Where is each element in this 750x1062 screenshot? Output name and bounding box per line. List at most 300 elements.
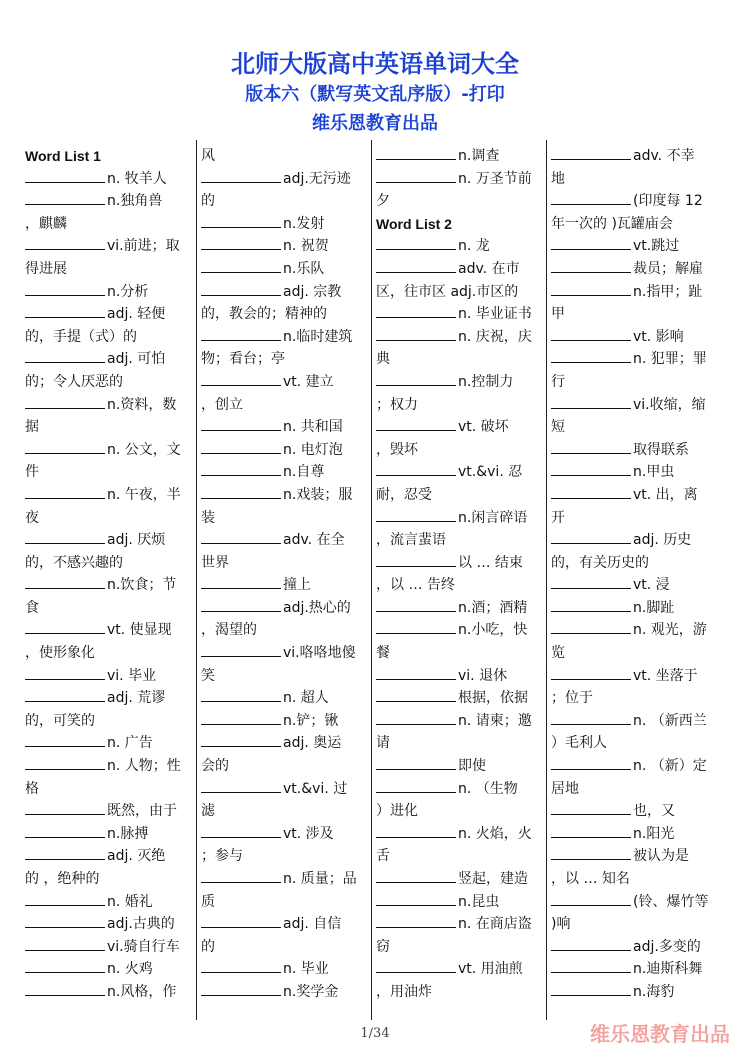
answer-blank[interactable] (376, 259, 456, 273)
entry-text: ；权力 (376, 396, 418, 413)
vocab-entry (376, 868, 542, 891)
entry-text: ，流言蜚语 (376, 532, 446, 549)
entry-text: n.酒；酒精 (458, 599, 528, 616)
answer-blank[interactable] (551, 982, 631, 996)
answer-blank[interactable] (376, 169, 456, 183)
vocab-entry (551, 755, 717, 778)
vocab-entry (25, 281, 191, 304)
entry-text: n.奖学金 (283, 983, 339, 1000)
entry-text: 短 (551, 419, 565, 436)
answer-blank[interactable] (376, 869, 456, 883)
answer-blank[interactable] (201, 485, 281, 499)
entry-text: 年一次的 )瓦罐庙会 (551, 215, 673, 232)
vocab-entry (551, 665, 717, 688)
vocab-entry (201, 461, 367, 484)
entry-text: n.脉搏 (107, 825, 149, 842)
answer-blank[interactable] (376, 711, 456, 725)
entry-text: 风 (201, 148, 215, 164)
column-divider (196, 140, 197, 1020)
entry-text: 食 (25, 599, 39, 616)
watermark-logo: 维乐恩教育出品 (590, 1022, 730, 1046)
answer-blank[interactable] (25, 169, 105, 183)
vocab-entry (201, 235, 367, 258)
answer-blank[interactable] (551, 756, 631, 770)
answer-blank[interactable] (25, 485, 105, 499)
vocab-entry (201, 213, 367, 236)
answer-blank[interactable] (201, 214, 281, 228)
answer-blank[interactable] (376, 372, 456, 386)
answer-blank[interactable] (201, 779, 281, 793)
entry-text: n.饮食；节 (107, 577, 177, 594)
answer-blank[interactable] (201, 530, 281, 544)
entry-text: n.小吃，快 (458, 622, 528, 639)
vocab-entry (25, 891, 191, 914)
answer-blank[interactable] (201, 575, 281, 589)
entry-text: n.资料，数 (107, 396, 177, 413)
entry-text: n.闲言碎语 (458, 509, 528, 526)
entry-text: ，以 … 知名 (551, 871, 630, 887)
vocab-entry (25, 168, 191, 191)
vocab-entry (376, 597, 542, 620)
entry-text: adj.无污迹 (283, 170, 351, 187)
entry-text: n. 广告 (107, 735, 153, 752)
entry-text: 世界 (201, 554, 229, 571)
vocab-entry (551, 619, 717, 642)
entry-text: 件 (25, 464, 39, 481)
entry-text: 开 (551, 509, 565, 526)
entry-text: n.铲；锹 (283, 712, 339, 729)
vocab-entry (551, 823, 717, 846)
vocab-entry (25, 394, 191, 417)
column-divider (371, 140, 372, 1020)
entry-text: vi.咯咯地傻 (283, 645, 356, 662)
answer-blank[interactable] (25, 282, 105, 296)
vocab-continuation (201, 619, 367, 642)
answer-blank[interactable] (25, 620, 105, 634)
vocab-entry (25, 845, 191, 868)
answer-blank[interactable] (551, 349, 631, 363)
answer-blank[interactable] (551, 959, 631, 973)
vocab-continuation (551, 642, 717, 665)
answer-blank[interactable] (25, 959, 105, 973)
answer-blank[interactable] (551, 801, 631, 815)
entry-text: n. 请柬；邀 (458, 712, 532, 729)
entry-text: n. 在商店盗 (458, 916, 532, 933)
answer-blank[interactable] (25, 756, 105, 770)
entry-text: 的 (201, 938, 215, 955)
vocab-entry (551, 845, 717, 868)
vocab-entry (376, 168, 542, 191)
entry-text: )响 (551, 916, 571, 933)
entry-text: 既然，由于 (107, 803, 177, 820)
answer-blank[interactable] (201, 236, 281, 250)
vocab-entry (376, 687, 542, 710)
answer-blank[interactable] (201, 259, 281, 273)
answer-blank[interactable] (551, 575, 631, 589)
vocab-entry (25, 958, 191, 981)
word-list-heading (25, 145, 191, 168)
entry-text: n. 犯罪；罪 (633, 351, 707, 368)
entry-text: 笑 (201, 667, 215, 684)
answer-blank[interactable] (25, 846, 105, 860)
vocab-continuation (376, 484, 542, 507)
entry-text: 区，往市区 adj.市区的 (376, 283, 519, 300)
vocab-continuation (25, 868, 191, 891)
vocab-entry (201, 597, 367, 620)
entry-text: vt. 破坏 (458, 419, 509, 436)
vocab-entry (25, 755, 191, 778)
answer-blank[interactable] (551, 259, 631, 273)
vocab-entry (376, 778, 542, 801)
answer-blank[interactable] (25, 575, 105, 589)
answer-blank[interactable] (551, 440, 631, 454)
answer-blank[interactable] (551, 191, 631, 205)
vocab-entry (201, 732, 367, 755)
entry-text: 撞上 (283, 577, 311, 594)
vocab-continuation (201, 348, 367, 371)
answer-blank[interactable] (25, 666, 105, 680)
vocab-entry (376, 258, 542, 281)
vocab-entry (25, 665, 191, 688)
entry-text: 夕 (376, 193, 390, 210)
vocab-entry (376, 891, 542, 914)
answer-blank[interactable] (25, 440, 105, 454)
entry-text: n.独角兽 (107, 193, 163, 210)
entry-text: 典 (376, 351, 390, 368)
column-divider (546, 140, 547, 1020)
entry-text: 餐 (376, 645, 390, 662)
vocab-entry (551, 484, 717, 507)
entry-text: n.脚趾 (633, 599, 675, 616)
answer-blank[interactable] (551, 395, 631, 409)
entry-text: n.海豹 (633, 983, 675, 1000)
answer-blank[interactable] (201, 440, 281, 454)
vocab-entry (551, 800, 717, 823)
answer-blank[interactable] (201, 914, 281, 928)
vocab-continuation (201, 800, 367, 823)
entry-text: 竖起，建造 (458, 871, 528, 887)
entry-text: vi.收缩，缩 (633, 396, 706, 413)
vocab-continuation (25, 213, 191, 236)
entry-text: vt. 建立 (283, 373, 334, 390)
entry-text: vt. 坐落于 (633, 667, 698, 684)
entry-text: vt.跳过 (633, 238, 680, 255)
entry-text: n.指甲；趾 (633, 283, 703, 300)
vocab-entry (551, 958, 717, 981)
vocab-continuation (376, 732, 542, 755)
answer-blank[interactable] (376, 146, 456, 160)
entry-text: adj. 灭绝 (107, 848, 166, 865)
answer-blank[interactable] (201, 598, 281, 612)
entry-text: adj.热心的 (283, 599, 351, 616)
entry-text: Word List 1 (25, 148, 101, 164)
vocab-entry (551, 348, 717, 371)
answer-blank[interactable] (25, 824, 105, 838)
entry-text: vi. 退休 (458, 667, 508, 684)
entry-text: n. 婚礼 (107, 893, 153, 910)
answer-blank[interactable] (551, 462, 631, 476)
vocab-entry (25, 732, 191, 755)
answer-blank[interactable] (551, 282, 631, 296)
vocab-continuation (376, 439, 542, 462)
answer-blank[interactable] (25, 191, 105, 205)
answer-blank[interactable] (201, 824, 281, 838)
answer-blank[interactable] (376, 892, 456, 906)
entry-text: n. 毕业证书 (458, 306, 532, 323)
vocab-entry (201, 710, 367, 733)
answer-blank[interactable] (25, 892, 105, 906)
answer-blank[interactable] (25, 733, 105, 747)
vocab-continuation (201, 145, 367, 168)
word-column-4 (551, 145, 717, 1004)
entry-text: vt. 影响 (633, 328, 684, 345)
answer-blank[interactable] (201, 327, 281, 341)
vocab-entry (201, 981, 367, 1004)
answer-blank[interactable] (201, 462, 281, 476)
vocab-continuation (25, 416, 191, 439)
vocab-entry (551, 145, 717, 168)
vocab-entry (551, 235, 717, 258)
vocab-continuation (25, 461, 191, 484)
answer-blank[interactable] (201, 643, 281, 657)
answer-blank[interactable] (551, 824, 631, 838)
answer-blank[interactable] (201, 711, 281, 725)
vocab-entry (376, 958, 542, 981)
vocab-continuation (201, 845, 367, 868)
answer-blank[interactable] (201, 959, 281, 973)
entry-text: 滤 (201, 803, 215, 820)
vocab-entry (201, 778, 367, 801)
vocab-continuation (25, 258, 191, 281)
answer-blank[interactable] (376, 553, 456, 567)
vocab-continuation (376, 936, 542, 959)
entry-text: 会的 (201, 758, 229, 775)
answer-blank[interactable] (551, 485, 631, 499)
vocab-continuation (201, 891, 367, 914)
vocab-entry (25, 913, 191, 936)
entry-text: n.发射 (283, 215, 325, 232)
entry-text: 行 (551, 373, 565, 390)
entry-text: ，渴望的 (201, 622, 257, 639)
entry-text: n. 午夜，半 (107, 486, 181, 503)
answer-blank[interactable] (376, 598, 456, 612)
vocab-continuation (25, 642, 191, 665)
vocab-entry (25, 800, 191, 823)
answer-blank[interactable] (551, 620, 631, 634)
entry-text: vt.&vi. 过 (283, 780, 348, 797)
answer-blank[interactable] (551, 937, 631, 951)
vocab-continuation (376, 281, 542, 304)
vocab-continuation (551, 778, 717, 801)
vocab-entry (201, 439, 367, 462)
answer-blank[interactable] (551, 666, 631, 680)
entry-text: 舌 (376, 848, 390, 865)
entry-text: n. 祝贺 (283, 238, 329, 255)
entry-text: n.分析 (107, 283, 149, 300)
entry-text: adj. 历史 (633, 532, 692, 549)
vocab-continuation (201, 552, 367, 575)
answer-blank[interactable] (25, 395, 105, 409)
vocab-continuation (551, 416, 717, 439)
answer-blank[interactable] (201, 688, 281, 702)
answer-blank[interactable] (201, 869, 281, 883)
word-column-3 (376, 145, 542, 1004)
entry-text: n. 观光，游 (633, 622, 707, 639)
entry-text: 的；令人厌恶的 (25, 373, 123, 390)
entry-text: vt.&vi. 忍 (458, 464, 523, 481)
vocab-entry (551, 394, 717, 417)
vocab-entry (201, 168, 367, 191)
entry-text: n.迪斯科舞 (633, 961, 703, 978)
vocab-entry (376, 416, 542, 439)
vocab-continuation (376, 190, 542, 213)
vocab-entry (201, 416, 367, 439)
answer-blank[interactable] (551, 598, 631, 612)
answer-blank[interactable] (201, 733, 281, 747)
answer-blank[interactable] (25, 937, 105, 951)
answer-blank[interactable] (201, 372, 281, 386)
answer-blank[interactable] (201, 982, 281, 996)
vocab-continuation (25, 326, 191, 349)
entry-text: 的，可笑的 (25, 712, 95, 729)
answer-blank[interactable] (376, 779, 456, 793)
answer-blank[interactable] (376, 666, 456, 680)
entry-text: adj. 可怕 (107, 351, 166, 368)
vocab-entry (551, 891, 717, 914)
answer-blank[interactable] (376, 756, 456, 770)
vocab-continuation (201, 507, 367, 530)
entry-text: n.自尊 (283, 464, 325, 481)
entry-text: 裁员；解雇 (633, 260, 703, 277)
vocab-continuation (376, 981, 542, 1004)
vocab-entry (201, 326, 367, 349)
entry-text: 地 (551, 170, 565, 187)
answer-blank[interactable] (25, 530, 105, 544)
answer-blank[interactable] (376, 824, 456, 838)
answer-blank[interactable] (201, 169, 281, 183)
entry-text: vi.前进；取 (107, 238, 180, 255)
page-subtitle: 版本六（默写英文乱序版）-打印 (245, 84, 505, 105)
entry-text: vt. 出，离 (633, 486, 698, 503)
answer-blank[interactable] (201, 282, 281, 296)
answer-blank[interactable] (376, 236, 456, 250)
vocab-entry (201, 642, 367, 665)
vocab-continuation (25, 507, 191, 530)
vocab-entry (551, 936, 717, 959)
vocab-entry (25, 439, 191, 462)
answer-blank[interactable] (376, 688, 456, 702)
vocab-continuation (25, 778, 191, 801)
publisher-label: 维乐恩教育出品 (312, 113, 438, 134)
vocab-entry (25, 529, 191, 552)
entry-text: ，以 … 告终 (376, 577, 455, 594)
answer-blank[interactable] (25, 236, 105, 250)
answer-blank[interactable] (551, 327, 631, 341)
entry-text: 据 (25, 419, 39, 436)
vocab-entry (551, 981, 717, 1004)
answer-blank[interactable] (376, 620, 456, 634)
vocab-entry (25, 574, 191, 597)
vocab-entry (551, 190, 717, 213)
answer-blank[interactable] (25, 801, 105, 815)
answer-blank[interactable] (551, 892, 631, 906)
answer-blank[interactable] (376, 508, 456, 522)
answer-blank[interactable] (25, 688, 105, 702)
entry-text: adv. 不幸 (633, 148, 695, 164)
entry-text: vi.骑自行车 (107, 938, 180, 955)
vocab-continuation (201, 190, 367, 213)
vocab-continuation (25, 710, 191, 733)
entry-text: 窃 (376, 938, 390, 955)
answer-blank[interactable] (551, 530, 631, 544)
page-title: 北师大版高中英语单词大全 (231, 50, 519, 78)
entry-text: (铃、爆竹等 (633, 893, 709, 910)
entry-text: 的，不感兴趣的 (25, 554, 123, 571)
entry-text: 的，有关历史的 (551, 554, 649, 571)
entry-text: 甲 (551, 306, 565, 323)
answer-blank[interactable] (376, 959, 456, 973)
entry-text: ，用油炸 (376, 983, 432, 1000)
vocab-continuation (201, 394, 367, 417)
entry-text: ；参与 (201, 848, 243, 865)
entry-text: 得进展 (25, 260, 67, 277)
vocab-continuation (376, 529, 542, 552)
entry-text: 物；看台；亭 (201, 351, 285, 368)
entry-text: ，毁坏 (376, 441, 418, 458)
entry-text: n.控制力 (458, 373, 514, 390)
entry-text: n.临时建筑 (283, 328, 353, 345)
vocab-entry (201, 823, 367, 846)
answer-blank[interactable] (551, 146, 631, 160)
answer-blank[interactable] (376, 304, 456, 318)
vocab-entry (25, 484, 191, 507)
answer-blank[interactable] (376, 914, 456, 928)
answer-blank[interactable] (376, 417, 456, 431)
entry-text: n. 牧羊人 (107, 170, 167, 187)
vocab-entry (376, 145, 542, 168)
vocab-entry (376, 235, 542, 258)
answer-blank[interactable] (25, 982, 105, 996)
entry-text: adj. 荒谬 (107, 690, 166, 707)
answer-blank[interactable] (376, 327, 456, 341)
vocab-continuation (551, 303, 717, 326)
entry-text: (印度每 12 (633, 193, 703, 210)
vocab-entry (25, 823, 191, 846)
vocab-continuation (376, 642, 542, 665)
entry-text: ，使形象化 (25, 645, 95, 662)
answer-blank[interactable] (376, 462, 456, 476)
entry-text: 居地 (551, 780, 579, 797)
answer-blank[interactable] (25, 914, 105, 928)
vocab-entry (376, 461, 542, 484)
vocab-entry (201, 484, 367, 507)
entry-text: 取得联系 (633, 441, 689, 458)
answer-blank[interactable] (201, 417, 281, 431)
answer-blank[interactable] (551, 846, 631, 860)
entry-text: vi. 毕业 (107, 667, 157, 684)
entry-text: 的，手提（式）的 (25, 328, 137, 345)
entry-text: n. 超人 (283, 690, 329, 707)
vocab-entry (201, 958, 367, 981)
vocab-continuation (551, 552, 717, 575)
entry-text: vt. 涉及 (283, 825, 334, 842)
vocab-entry (25, 619, 191, 642)
answer-blank[interactable] (25, 349, 105, 363)
answer-blank[interactable] (551, 236, 631, 250)
answer-blank[interactable] (551, 711, 631, 725)
answer-blank[interactable] (25, 304, 105, 318)
entry-text: 的 ，绝种的 (25, 871, 100, 887)
